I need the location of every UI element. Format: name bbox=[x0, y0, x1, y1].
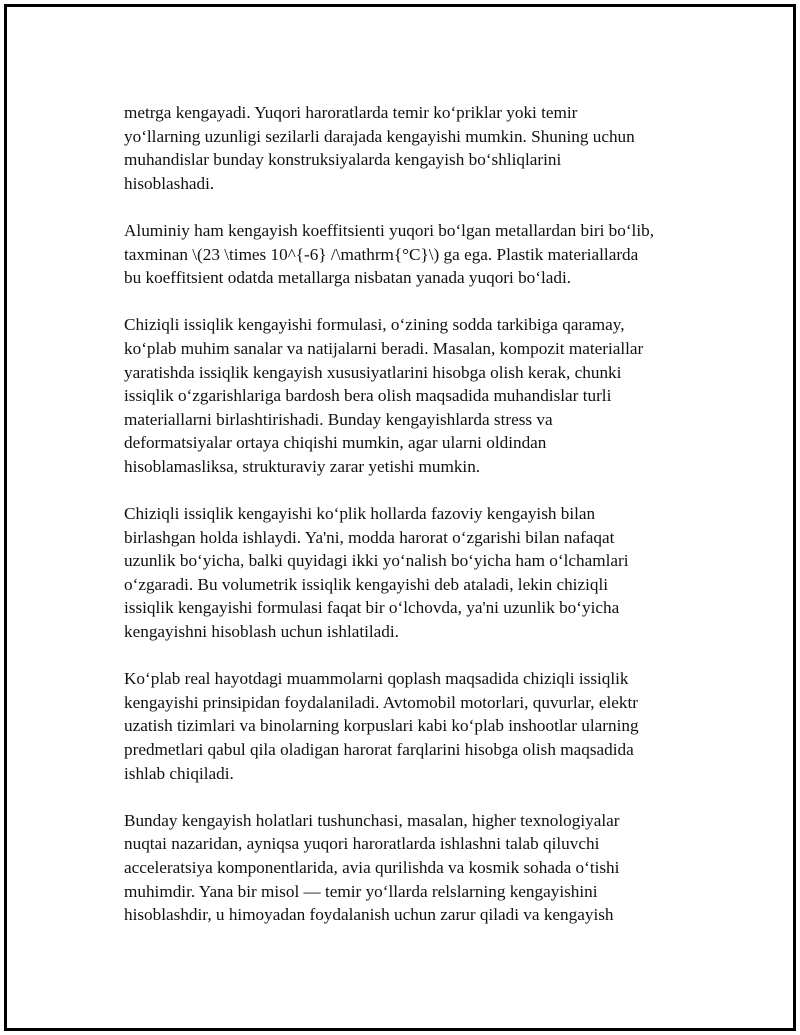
text-line: hisoblashadi. bbox=[124, 173, 215, 193]
text-line: birlashgan holda ishlaydi. Ya'ni, modda harorat o‘zgarishi bilan nafaqat bbox=[124, 527, 615, 547]
text-line: hisoblamasliksa, strukturaviy zarar yetishi mumkin. bbox=[124, 456, 481, 476]
text-line: uzatish tizimlari va binolarning korpuslari kabi ko‘plab inshootlar ularning bbox=[124, 716, 639, 736]
text-line: o‘zgaradi. Bu volumetrik issiqlik kengayishi deb ataladi, lekin chiziqli bbox=[124, 574, 609, 594]
text-line: bu koeffitsient odatda metallarga nisbatan yanada yuqori bo‘ladi. bbox=[124, 268, 572, 288]
text-line: muhandislar bunday konstruksiyalarda kengayish bo‘shliqlarini bbox=[124, 150, 562, 170]
paragraph-4 bbox=[124, 502, 704, 644]
paragraph-3 bbox=[124, 313, 704, 478]
text-line: uzunlik bo‘yicha, balki quyidagi ikki yo‘nalish bo‘yicha ham o‘lchamlari bbox=[124, 551, 629, 571]
page-frame bbox=[4, 4, 796, 1031]
text-line: Aluminiy ham kengayish koeffitsienti yuqori bo‘lgan metallardan biri bo‘lib, bbox=[124, 220, 655, 240]
text-line: kengayishi prinsipidan foydalaniladi. Avtomobil motorlari, quvurlar, elektr bbox=[124, 692, 639, 712]
text-line: yo‘llarning uzunligi sezilarli darajada kengayishi mumkin. Shuning uchun bbox=[124, 126, 635, 146]
text-line: nuqtai nazaridan, ayniqsa yuqori haroratlarda ishlashni talab qiluvchi bbox=[124, 834, 600, 854]
text-line: Bunday kengayish holatlari tushunchasi, masalan, higher texnologiyalar bbox=[124, 810, 620, 830]
text-line: deformatsiyalar ortaya chiqishi mumkin, agar ularni oldindan bbox=[124, 433, 547, 453]
text-line: ko‘plab muhim sanalar va natijalarni beradi. Masalan, kompozit materiallar bbox=[124, 338, 644, 358]
text-line: predmetlari qabul qila oladigan harorat farqlarini hisobga olish maqsadida bbox=[124, 740, 634, 760]
paragraph-2 bbox=[124, 219, 704, 290]
text-line: materiallarni birlashtirishadi. Bunday kengayishlarda stress va bbox=[124, 409, 553, 429]
text-line: Chiziqli issiqlik kengayishi formulasi, o‘zining sodda tarkibiga qaramay, bbox=[124, 315, 625, 335]
text-line: muhimdir. Yana bir misol — temir yo‘llarda relslarning kengayishini bbox=[124, 881, 598, 901]
text-line: kengayishni hisoblash uchun ishlatiladi. bbox=[124, 622, 399, 642]
text-line: issiqlik o‘zgarishlariga bardosh bera olish maqsadida muhandislar turli bbox=[124, 386, 612, 406]
text-line: metrga kengayadi. Yuqori haroratlarda temir ko‘priklar yoki temir bbox=[124, 103, 578, 122]
text-line: taxminan \(23 \times 10^{-6} /\mathrm{°C}\) ga ega. Plastik materiallarda bbox=[124, 244, 639, 264]
text-line: ishlab chiqiladi. bbox=[124, 763, 234, 783]
paragraph-1 bbox=[124, 101, 704, 195]
text-line: hisoblashdir, u himoyadan foydalanish uchun zarur qiladi va kengayish bbox=[124, 905, 614, 925]
document-body bbox=[124, 101, 704, 950]
text-line: acceleratsiya komponentlarida, avia qurilishda va kosmik sohada o‘tishi bbox=[124, 858, 620, 877]
paragraph-6 bbox=[124, 809, 704, 927]
text-line: Ko‘plab real hayotdagi muammolarni qoplash maqsadida chiziqli issiqlik bbox=[124, 669, 629, 689]
text-line: Chiziqli issiqlik kengayishi ko‘plik hollarda fazoviy kengayish bilan bbox=[124, 504, 596, 524]
text-line: issiqlik kengayishi formulasi faqat bir o‘lchovda, ya'ni uzunlik bo‘yicha bbox=[124, 598, 620, 618]
text-line: yaratishda issiqlik kengayish xususiyatlarini hisobga olish kerak, chunki bbox=[124, 362, 622, 382]
paragraph-5 bbox=[124, 667, 704, 785]
